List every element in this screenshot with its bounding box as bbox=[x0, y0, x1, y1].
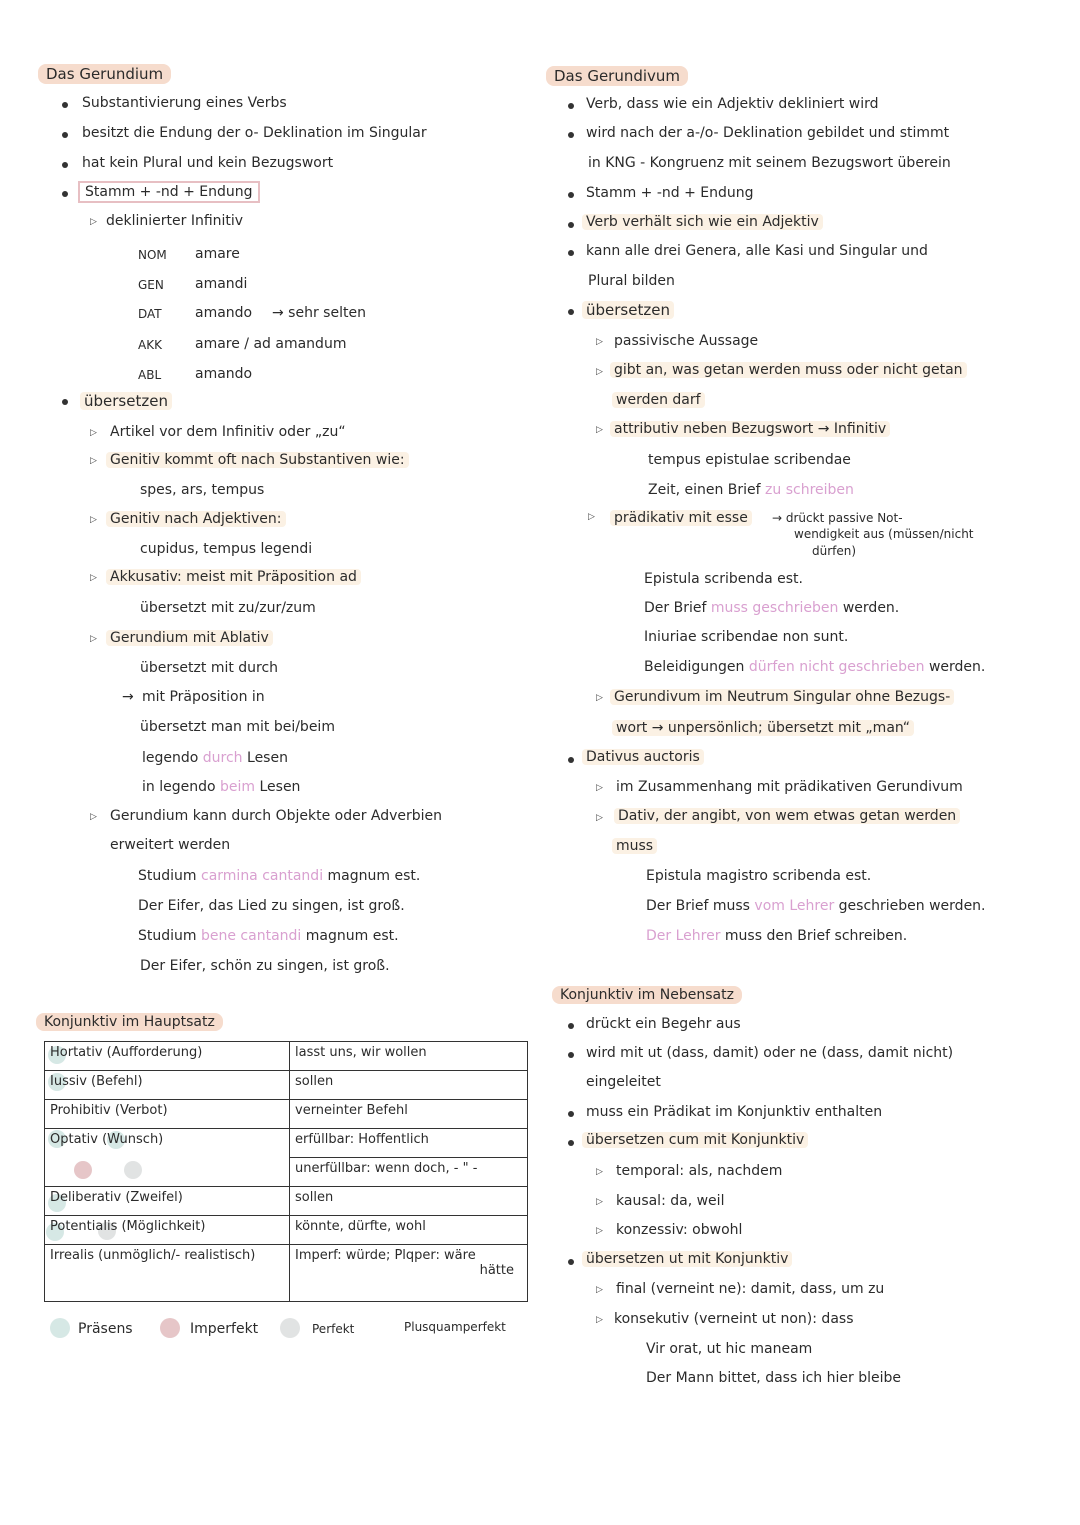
cell-line: unerfüllbar: wenn doch, - " - bbox=[295, 1161, 478, 1176]
highlight-word: carmina cantandi bbox=[201, 868, 324, 884]
triangle-icon: ▷ bbox=[596, 425, 603, 435]
table-row bbox=[45, 1042, 528, 1071]
dativus-example-2 bbox=[646, 898, 986, 914]
table-cell: könnte, dürfte, wohl bbox=[290, 1216, 528, 1245]
table-cell: Irrealis (unmöglich/- realistisch) bbox=[45, 1245, 290, 1302]
konjunktiv-haupt-title: Konjunktiv im Hauptsatz bbox=[36, 1013, 223, 1031]
cell-line: Imperf: würde; Plqper: wäre bbox=[295, 1248, 476, 1263]
u3-example-1: tempus epistulae scribendae bbox=[648, 452, 851, 468]
highlight-word: dürfen nicht geschrieben bbox=[748, 659, 925, 675]
triangle-icon: ▷ bbox=[90, 634, 97, 644]
gerundium-title: Das Gerundium bbox=[38, 64, 171, 84]
gerundium-bullet-3: hat kein Plural und kein Bezugswort bbox=[82, 155, 334, 171]
praesens-legend-dot bbox=[50, 1318, 70, 1338]
gerundium-bullet-1: Substantivierung eines Verbs bbox=[82, 95, 287, 111]
rule-3: Genitiv nach Adjektiven: bbox=[106, 511, 286, 527]
rule-5e bbox=[142, 779, 300, 795]
bullet bbox=[568, 309, 574, 315]
german-word: Lesen bbox=[247, 750, 288, 766]
triangle-icon: ▷ bbox=[90, 217, 97, 227]
u5: Gerundivum im Neutrum Singular ohne Bezugs- bbox=[610, 689, 954, 705]
rule-6: Gerundium kann durch Objekte oder Adverbien bbox=[110, 808, 443, 824]
form-abl: amando bbox=[195, 366, 253, 382]
table-cell: lasst uns, wir wollen bbox=[290, 1042, 528, 1071]
triangle-icon: ▷ bbox=[596, 1285, 603, 1295]
latin-word: magnum est. bbox=[305, 928, 399, 944]
dativus-example-1: Epistula magistro scribenda est. bbox=[646, 868, 872, 884]
german-word: Zeit, einen Brief bbox=[648, 482, 761, 498]
cum-konzessiv: konzessiv: obwohl bbox=[616, 1222, 743, 1238]
u5b: wort → unpersönlich; übersetzt mit „man“ bbox=[612, 720, 914, 736]
triangle-icon: ▷ bbox=[588, 512, 595, 522]
highlight-word: Der Lehrer bbox=[646, 928, 721, 944]
latin-word: Studium bbox=[138, 928, 197, 944]
d2: Dativ, der angibt, von wem etwas getan werden bbox=[614, 808, 960, 824]
triangle-icon: ▷ bbox=[90, 812, 97, 822]
table-cell: verneinter Befehl bbox=[290, 1100, 528, 1129]
table-row bbox=[45, 1100, 528, 1129]
bullet bbox=[62, 399, 68, 405]
table-cell bbox=[290, 1129, 528, 1187]
kn-bullet-3: muss ein Prädikat im Konjunktiv enthalten bbox=[586, 1104, 883, 1120]
bullet bbox=[62, 132, 68, 138]
gerundium-uebersetzen: übersetzen bbox=[80, 392, 172, 410]
rule-5b: mit Präposition in bbox=[142, 689, 265, 705]
table-cell: Potentialis (Möglichkeit) bbox=[45, 1216, 290, 1245]
gerundivum-bullet-5: kann alle drei Genera, alle Kasi und Singular und bbox=[586, 243, 928, 259]
bullet bbox=[568, 1052, 574, 1058]
rule-1: Artikel vor dem Infinitiv oder „zu“ bbox=[110, 424, 346, 440]
rule-2-example: spes, ars, tempus bbox=[140, 482, 265, 498]
kn-example-2: Der Mann bittet, dass ich hier bleibe bbox=[646, 1370, 901, 1386]
u4-note-3: dürfen) bbox=[812, 544, 857, 558]
gerundivum-bullet-1: Verb, dass wie ein Adjektiv dekliniert wird bbox=[586, 96, 879, 112]
rule-6b: erweitert werden bbox=[110, 837, 231, 853]
bullet bbox=[568, 222, 574, 228]
kn-example-1: Vir orat, ut hic maneam bbox=[646, 1341, 813, 1357]
gerundivum-bullet-5b: Plural bilden bbox=[588, 273, 675, 289]
case-dat: DAT bbox=[138, 307, 162, 321]
german-word: Der Brief muss bbox=[646, 898, 750, 914]
triangle-icon: ▷ bbox=[596, 783, 603, 793]
highlight-word: vom Lehrer bbox=[754, 898, 835, 914]
cum-temporal: temporal: als, nachdem bbox=[616, 1163, 783, 1179]
table-cell: sollen bbox=[290, 1071, 528, 1100]
bullet bbox=[62, 191, 68, 197]
triangle-icon: ▷ bbox=[596, 1226, 603, 1236]
u3-example-2 bbox=[648, 482, 854, 498]
table-row bbox=[45, 1071, 528, 1100]
german-word: werden. bbox=[928, 659, 986, 675]
rule-4-example: übersetzt mit zu/zur/zum bbox=[140, 600, 316, 616]
konjunktiv-neben-title: Konjunktiv im Nebensatz bbox=[552, 986, 742, 1004]
highlight-word: durch bbox=[202, 750, 243, 766]
highlight-word: bene cantandi bbox=[201, 928, 302, 944]
u2b: werden darf bbox=[612, 392, 705, 408]
latin-word: legendo bbox=[142, 750, 199, 766]
case-gen: GEN bbox=[138, 278, 164, 292]
imperfekt-legend-dot bbox=[160, 1318, 180, 1338]
cell-line: hätte bbox=[479, 1263, 514, 1278]
legend-imperfekt: Imperfekt bbox=[190, 1321, 259, 1337]
gerundium-bullet-2: besitzt die Endung der o- Deklination im Singular bbox=[82, 125, 427, 141]
kn-bullet-4: übersetzen cum mit Konjunktiv bbox=[582, 1132, 808, 1148]
rule-2: Genitiv kommt oft nach Substantiven wie: bbox=[106, 452, 409, 468]
rule-5d bbox=[142, 750, 288, 766]
cum-kausal: kausal: da, weil bbox=[616, 1193, 725, 1209]
latin-word: in legendo bbox=[142, 779, 216, 795]
table-row bbox=[45, 1187, 528, 1216]
latin-word: Studium bbox=[138, 868, 197, 884]
german-word: muss den Brief schreiben. bbox=[724, 928, 908, 944]
gerundivum-uebersetzen: übersetzen bbox=[582, 301, 674, 319]
table-row bbox=[45, 1245, 528, 1302]
u4-note-2: wendigkeit aus (müssen/nicht bbox=[794, 527, 974, 541]
bullet bbox=[568, 250, 574, 256]
case-abl: ABL bbox=[138, 368, 162, 382]
rule-5: Gerundium mit Ablativ bbox=[106, 630, 273, 646]
highlight-word: beim bbox=[220, 779, 256, 795]
gerundivum-example-4 bbox=[644, 659, 985, 675]
u2: gibt an, was getan werden muss oder nicht getan bbox=[610, 362, 967, 378]
form-dat: amando bbox=[195, 305, 253, 321]
example-4: Der Eifer, schön zu singen, ist groß. bbox=[140, 958, 390, 974]
u4: prädikativ mit esse bbox=[610, 510, 752, 526]
bullet bbox=[568, 1140, 574, 1146]
triangle-icon: ▷ bbox=[596, 367, 603, 377]
triangle-icon: ▷ bbox=[596, 337, 603, 347]
u4-note-1: → drückt passive Not- bbox=[772, 511, 903, 525]
gerundivum-example-1: Epistula scribenda est. bbox=[644, 571, 803, 587]
gerundivum-title: Das Gerundivum bbox=[546, 66, 688, 86]
latin-word: magnum est. bbox=[327, 868, 421, 884]
table-row bbox=[45, 1129, 528, 1187]
table-cell: Iussiv (Befehl) bbox=[45, 1071, 290, 1100]
ut-final: final (verneint ne): damit, dass, um zu bbox=[616, 1281, 885, 1297]
bullet bbox=[568, 103, 574, 109]
bullet bbox=[568, 757, 574, 763]
rule-4: Akkusativ: meist mit Präposition ad bbox=[106, 569, 361, 585]
table-cell: Prohibitiv (Verbot) bbox=[45, 1100, 290, 1129]
form-akk: amare / ad amandum bbox=[195, 336, 347, 352]
triangle-icon: ▷ bbox=[596, 1167, 603, 1177]
table-cell: sollen bbox=[290, 1187, 528, 1216]
case-akk: AKK bbox=[138, 338, 162, 352]
d1: im Zusammenhang mit prädikativen Gerundivum bbox=[616, 779, 963, 795]
dativus-example-3 bbox=[646, 928, 907, 944]
triangle-icon: ▷ bbox=[596, 1315, 603, 1325]
example-1 bbox=[138, 868, 420, 884]
kn-bullet-1: drückt ein Begehr aus bbox=[586, 1016, 741, 1032]
triangle-icon: ▷ bbox=[90, 573, 97, 583]
german-word: geschrieben werden. bbox=[838, 898, 986, 914]
german-word: werden. bbox=[842, 600, 900, 616]
triangle-icon: ▷ bbox=[596, 813, 603, 823]
triangle-icon: ▷ bbox=[90, 456, 97, 466]
triangle-icon: ▷ bbox=[90, 428, 97, 438]
table-cell: Deliberativ (Zweifel) bbox=[45, 1187, 290, 1216]
perfekt-legend-dot bbox=[280, 1318, 300, 1338]
highlight-word: zu schreiben bbox=[765, 482, 854, 498]
bullet bbox=[568, 1023, 574, 1029]
rule-5a: übersetzt mit durch bbox=[140, 660, 279, 676]
bullet bbox=[568, 192, 574, 198]
dekl-label: deklinierter Infinitiv bbox=[106, 213, 244, 229]
gerundivum-example-3: Iniuriae scribendae non sunt. bbox=[644, 629, 849, 645]
gerundivum-bullet-4: Verb verhält sich wie ein Adjektiv bbox=[582, 214, 823, 230]
u3: attributiv neben Bezugswort → Infinitiv bbox=[610, 421, 890, 437]
table-cell bbox=[290, 1245, 528, 1302]
kn-bullet-5: übersetzen ut mit Konjunktiv bbox=[582, 1251, 792, 1267]
german-word: Beleidigungen bbox=[644, 659, 745, 675]
triangle-icon: ▷ bbox=[596, 1197, 603, 1207]
triangle-icon: ▷ bbox=[596, 693, 603, 703]
kn-bullet-2b: eingeleitet bbox=[586, 1074, 661, 1090]
cell-line: erfüllbar: Hoffentlich bbox=[290, 1129, 527, 1158]
example-2: Der Eifer, das Lied zu singen, ist groß. bbox=[138, 898, 405, 914]
table-cell: Optativ (Wunsch) bbox=[45, 1129, 290, 1187]
rule-3-example: cupidus, tempus legendi bbox=[140, 541, 313, 557]
form-gen: amandi bbox=[195, 276, 248, 292]
gerundium-formula: Stamm + -nd + Endung bbox=[78, 181, 260, 203]
legend-praesens: Präsens bbox=[78, 1321, 133, 1337]
bullet bbox=[568, 1259, 574, 1265]
ut-konsekutiv: konsekutiv (verneint ut non): dass bbox=[614, 1311, 854, 1327]
d2b: muss bbox=[612, 838, 657, 854]
table-cell: Hortativ (Aufforderung) bbox=[45, 1042, 290, 1071]
dat-note: → sehr selten bbox=[272, 305, 366, 321]
gerundivum-example-2 bbox=[644, 600, 899, 616]
example-3 bbox=[138, 928, 399, 944]
kn-bullet-2: wird mit ut (dass, damit) oder ne (dass, damit nicht) bbox=[586, 1045, 954, 1061]
triangle-icon: ▷ bbox=[90, 515, 97, 525]
rule-5c: übersetzt man mit bei/beim bbox=[140, 719, 335, 735]
legend-perfekt: Perfekt bbox=[312, 1322, 355, 1336]
dativus-auctoris-title: Dativus auctoris bbox=[582, 749, 704, 765]
form-nom: amare bbox=[195, 246, 240, 262]
german-word: Der Brief bbox=[644, 600, 707, 616]
bullet bbox=[62, 102, 68, 108]
gerundivum-bullet-2: wird nach der a-/o- Deklination gebildet und stimmt bbox=[586, 125, 950, 141]
german-word: Lesen bbox=[259, 779, 301, 795]
gerundivum-bullet-3: Stamm + -nd + Endung bbox=[586, 185, 754, 201]
highlight-word: muss geschrieben bbox=[710, 600, 839, 616]
bullet bbox=[568, 1111, 574, 1117]
u1: passivische Aussage bbox=[614, 333, 759, 349]
bullet bbox=[62, 162, 68, 168]
legend-plusquamperfekt: Plusquamperfekt bbox=[404, 1320, 506, 1334]
konjunktiv-haupt-table bbox=[44, 1041, 528, 1302]
gerundivum-bullet-2b: in KNG - Kongruenz mit seinem Bezugswort überein bbox=[588, 155, 951, 171]
case-nom: NOM bbox=[138, 248, 167, 262]
arrow-icon: → bbox=[122, 689, 134, 705]
table-row bbox=[45, 1216, 528, 1245]
bullet bbox=[568, 132, 574, 138]
